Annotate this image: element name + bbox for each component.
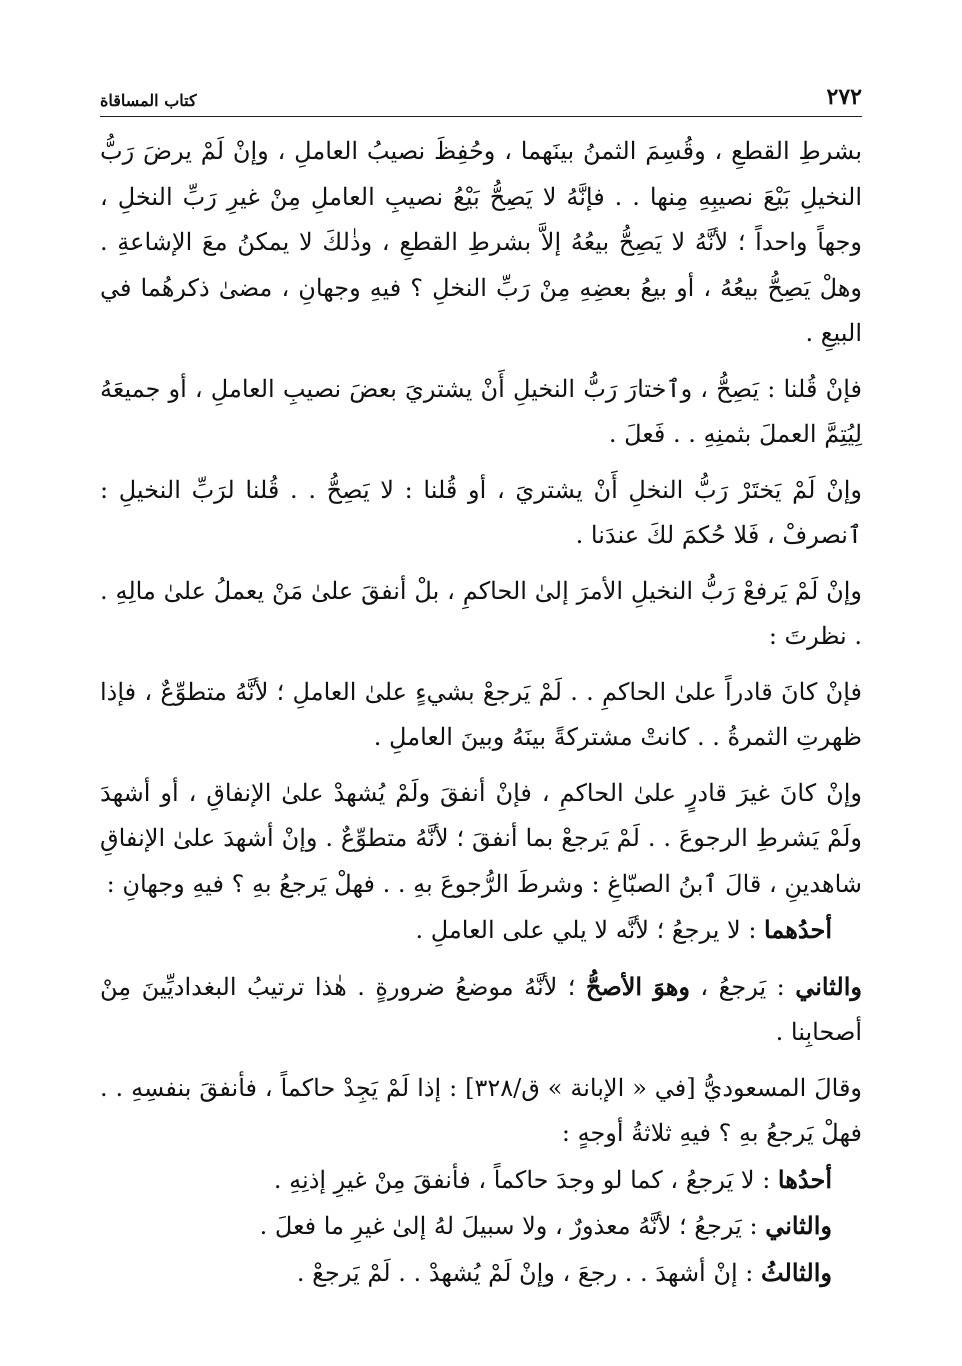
opinion-text: ؛ لأنَّهُ موضعُ ضرورةٍ . هٰذا ترتيبُ البغداديِّينَ مِنْ أصحابِنا . <box>100 972 862 1046</box>
paragraph: وقالَ المسعوديُّ [في « الإبانة » ق/٣٢٨] : إذا لَمْ يَجِدْ حاكماً ، فأنفقَ بنفسِهِ . . فهلْ يَرجعُ بهِ ؟ فيهِ ثلاثةُ أوجهٍ : <box>100 1073 863 1147</box>
opinion-text: : لا يَرجعُ ، كما لو وجدَ حاكماً ، فأنفقَ مِنْ غيرِ إذنِهِ . <box>273 1165 778 1194</box>
opinion-text: : يَرجعُ ، <box>689 972 796 1001</box>
paragraph: وإنْ كانَ غيرَ قادرٍ علىٰ الحاكمِ ، فإنْ أنفقَ ولَمْ يُشهدْ علىٰ الإنفاقِ ، أو أشهدَ ولَمْ يَشرطِ الرجوعَ . . لَمْ يَرجعْ بما أنفقَ ؛ لأنَّهُ متطوِّعٌ . وإنْ أشهدَ علىٰ الإنفاقِ شاهدينِ ، قالَ ٱبنُ الصبّاغِ : وشرطَ الرُّجوعَ بهِ . . فهلْ يَرجعُ بهِ ؟ فيهِ وجهانِ : <box>100 778 862 898</box>
paragraph: وإنْ لَمْ يَختَرْ رَبُّ النخلِ أَنْ يشتريَ ، أو قُلنا : لا يَصِحُّ . . قُلنا لرَبِّ النخيلِ : ٱنصرفْ ، فَلا حُكمَ لكَ عندَنا . <box>100 475 862 549</box>
running-title: كتاب المساقاة <box>100 91 197 110</box>
opinion-text: : إنْ أشهدَ . . رجعَ ، وإنْ لَمْ يُشهدْ . . لَمْ يَرجعْ . <box>296 1258 761 1287</box>
page-body <box>100 129 862 1296</box>
paragraph: وإنْ لَمْ يَرفعْ رَبُّ النخيلِ الأمرَ إلىٰ الحاكمِ ، بلْ أنفقَ علىٰ مَنْ يعملُ علىٰ مالِهِ . . نظرتَ : <box>100 576 862 650</box>
opinion-label: أحدُهما <box>764 915 832 944</box>
opinion-label: والثالثُ <box>760 1257 832 1287</box>
paragraph: فإنْ كانَ قادراً علىٰ الحاكمِ . . لَمْ يَرجعْ بشيءٍ علىٰ العاملِ ؛ لأنَّهُ متطوِّعٌ ، فإذا ظهرتِ الثمرةُ . . كانتْ مشتركةً بينَهُ وبينَ العاملِ . <box>100 677 862 751</box>
preferred-opinion: وهوَ الأصحُّ <box>585 971 690 1001</box>
opinion-item <box>100 907 862 954</box>
opinion-text: : لا يرجعُ ؛ لأنَّه لا يلي على العاملِ . <box>415 916 765 944</box>
paragraph: بشرطِ القطعِ ، وقُسِمَ الثمنُ بينَهما ، وحُفِظَ نصيبُ العاملِ ، وإنْ لَمْ يرضَ رَبُّ النخيلِ بَيْعَ نصيبِهِ مِنها . . فإنَّهُ لا يَصِحُّ بَيْعُ نصيبِ العاملِ مِنْ غيرِ رَبِّ النخلِ ، وجهاً واحداً ؛ لأنَّهُ لا يَصِحُّ بيعُهُ إلاَّ بشرطِ القطعِ ، وذٰلكَ لا يمكنُ معَ الإشاعةِ . وهلْ يَصِحُّ بيعُهُ ، أو بيعُ بعضِهِ مِنْ رَبِّ النخلِ ؟ فيهِ وجهانِ ، مضىٰ ذكرهُما في البيعِ . <box>100 137 863 347</box>
opinion-label: والثاني <box>795 971 862 1001</box>
page-number: ٢٧٢ <box>826 84 862 110</box>
opinion-label: أحدُها <box>777 1164 832 1194</box>
opinion-label: والثاني <box>765 1211 832 1240</box>
opinion-text: : يَرجعُ ؛ لأنَّهُ معذورٌ ، ولا سبيلَ لهُ إلىٰ غيرِ ما فعلَ . <box>259 1212 766 1240</box>
paragraph: فإنْ قُلنا : يَصِحُّ ، وٱختارَ رَبُّ النخيلِ أَنْ يشتريَ بعضَ نصيبِ العاملِ ، أو جميعَهُ لِيُتِمَّ العملَ بثمنِهِ . . فَعلَ . <box>100 374 862 448</box>
opinion-item <box>100 1203 862 1250</box>
page-header <box>100 80 862 117</box>
opinion-item <box>100 1157 862 1204</box>
opinion-item <box>100 1250 862 1297</box>
paragraph <box>100 964 862 1056</box>
